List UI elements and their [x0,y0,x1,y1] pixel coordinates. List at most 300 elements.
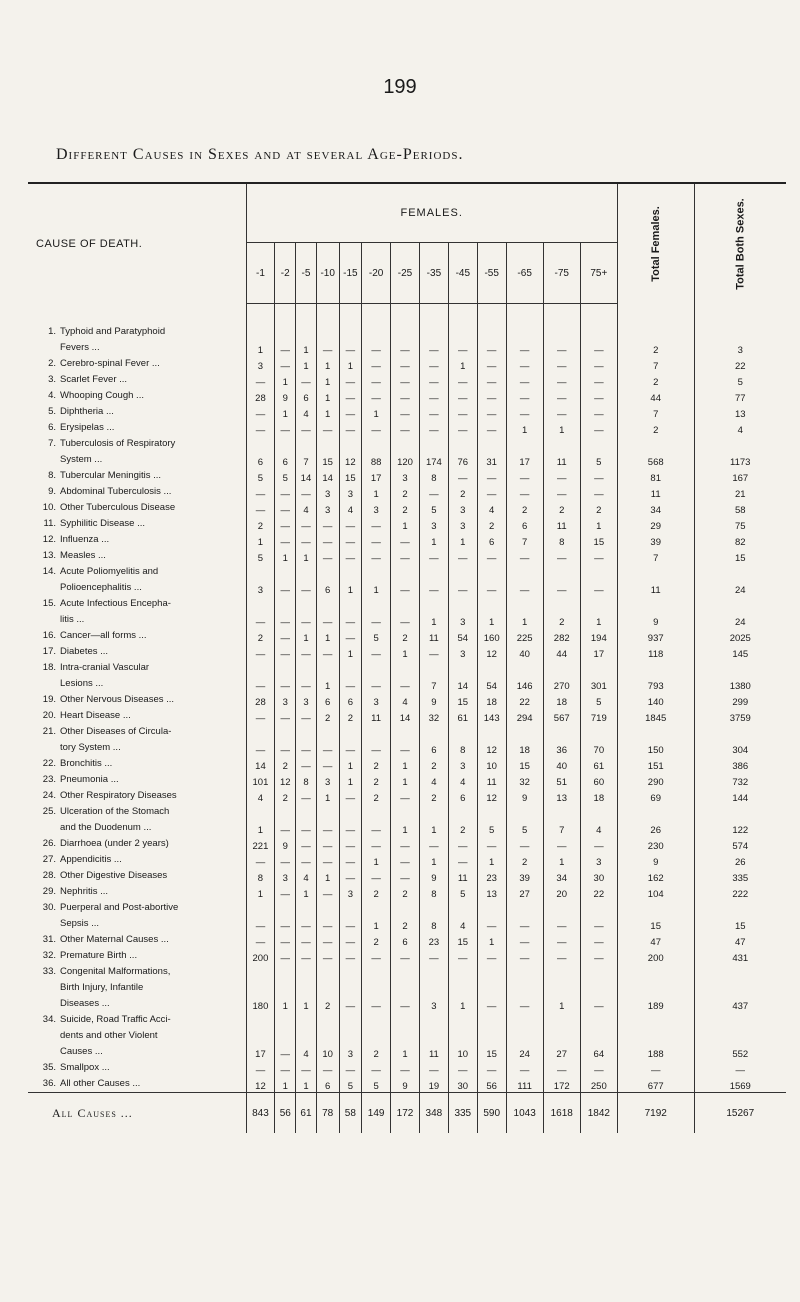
value-cell: — [296,788,317,804]
value-cell: — [419,948,448,964]
total-value-cell: 348 [419,1093,448,1134]
value-cell: — [448,404,477,420]
value-cell: 2 [391,484,420,500]
value-cell: — [448,420,477,436]
table-row [28,852,786,868]
cause-label: dents and other Violent [60,1030,158,1041]
cause-label: Sepsis ... [60,918,100,929]
value-cell: — [339,532,362,548]
value-cell: — [296,932,317,948]
age-header: -65 [506,243,543,304]
value-cell: 13 [543,788,580,804]
value-cell: 76 [448,436,477,468]
table-row [28,964,786,1012]
value-cell: 5 [246,468,275,484]
value-cell: 6 [506,516,543,532]
cause-cell [28,628,246,644]
value-cell: 122 [694,804,786,836]
value-cell: 1 [316,628,339,644]
value-cell: 301 [580,660,617,692]
value-cell: 1 [391,772,420,788]
value-cell: — [506,548,543,564]
cause-label: Whooping Cough ... [60,390,144,401]
value-cell: — [246,660,275,692]
cause-cell [28,724,246,756]
table-row [28,692,786,708]
value-cell: — [296,644,317,660]
value-cell: 36 [543,724,580,756]
value-cell: 61 [580,756,617,772]
value-cell: 9 [617,852,694,868]
value-cell: 7 [617,548,694,564]
value-cell: 82 [694,532,786,548]
value-cell: 12 [246,1076,275,1093]
value-cell: 69 [617,788,694,804]
value-cell: 2 [339,708,362,724]
value-cell: — [506,964,543,1012]
table-row [28,660,786,692]
value-cell: — [316,724,339,756]
value-cell: — [316,596,339,628]
cause-label: Diabetes ... [60,646,109,657]
value-cell: — [362,388,391,404]
cause-cell [28,420,246,436]
age-header: -10 [316,243,339,304]
value-cell: — [275,948,296,964]
table-row [28,804,786,836]
value-cell: 1 [448,532,477,548]
value-cell: 1 [246,532,275,548]
value-cell: 54 [448,628,477,644]
value-cell: 2 [391,628,420,644]
value-cell: 8 [296,772,317,788]
mortality-table [28,182,786,1133]
value-cell: 1 [391,1012,420,1060]
cause-label: Congenital Malformations, [60,966,171,977]
value-cell: 574 [694,836,786,852]
age-header: -15 [339,243,362,304]
cause-label: Birth Injury, Infantile [60,982,144,993]
value-cell: 34 [543,868,580,884]
value-cell: 21 [694,484,786,500]
value-cell: — [543,548,580,564]
value-cell: 2 [419,756,448,772]
value-cell: 9 [275,388,296,404]
cause-of-death-header: CAUSE OF DEATH. [36,237,143,250]
cause-label: Smallpox ... [60,1062,110,1073]
value-cell: — [246,724,275,756]
table-row [28,644,786,660]
value-cell: 2 [362,788,391,804]
cause-number: 32. [42,950,56,961]
cause-number: 18. [42,662,56,673]
cause-cell [28,388,246,404]
cause-number: 5. [48,406,56,417]
value-cell: 1 [339,644,362,660]
value-cell: — [419,1060,448,1076]
value-cell: — [246,596,275,628]
total-value-cell: 590 [477,1093,506,1134]
cause-label: System ... [60,454,103,465]
cause-label: Cancer—all forms ... [60,630,147,641]
value-cell: 2 [617,372,694,388]
cause-number: 31. [42,934,56,945]
cause-label: Other Respiratory Diseases [60,790,177,801]
value-cell: 3 [316,500,339,516]
value-cell: — [419,564,448,596]
value-cell: — [362,660,391,692]
value-cell: — [419,304,448,357]
table-row [28,708,786,724]
table-row [28,756,786,772]
value-cell: 81 [617,468,694,484]
cause-label: Diphtheria ... [60,406,114,417]
value-cell: 58 [694,500,786,516]
value-cell: 75 [694,516,786,532]
total-value-cell: 1618 [543,1093,580,1134]
cause-cell [28,756,246,772]
value-cell: — [448,852,477,868]
value-cell: — [296,836,317,852]
value-cell: 144 [694,788,786,804]
cause-number: 13. [42,550,56,561]
value-cell: 1 [448,964,477,1012]
value-cell: 4 [296,1012,317,1060]
value-cell: 5 [477,804,506,836]
value-cell: — [339,388,362,404]
value-cell: — [275,884,296,900]
value-cell: — [391,964,420,1012]
cause-number: 20. [42,710,56,721]
value-cell: 19 [419,1076,448,1093]
value-cell: — [580,836,617,852]
value-cell: 2 [362,932,391,948]
value-cell: 4 [296,868,317,884]
value-cell: 3 [339,484,362,500]
value-cell: — [296,420,317,436]
value-cell: 1 [362,564,391,596]
value-cell: 11 [617,484,694,500]
value-cell: — [316,804,339,836]
value-cell: 1 [477,932,506,948]
value-cell: 2 [246,628,275,644]
value-cell: 1 [419,804,448,836]
value-cell: — [339,788,362,804]
value-cell: 5 [275,468,296,484]
value-cell: 335 [694,868,786,884]
value-cell: 143 [477,708,506,724]
cause-cell [28,708,246,724]
value-cell: — [275,596,296,628]
value-cell: 1 [543,964,580,1012]
age-header: -25 [391,243,420,304]
value-cell: — [275,516,296,532]
value-cell: 386 [694,756,786,772]
value-cell: 2 [275,756,296,772]
value-cell: — [362,836,391,852]
value-cell: 568 [617,436,694,468]
value-cell: — [339,932,362,948]
table-row [28,932,786,948]
value-cell: 11 [543,436,580,468]
value-cell: 31 [477,436,506,468]
cause-label: All other Causes ... [60,1078,141,1089]
cause-label: Bronchitis ... [60,758,113,769]
table-row [28,420,786,436]
value-cell: — [448,304,477,357]
value-cell: 6 [339,692,362,708]
value-cell: 101 [246,772,275,788]
value-cell: 4 [477,500,506,516]
value-cell: 1 [580,596,617,628]
cause-label: Scarlet Fever ... [60,374,128,385]
value-cell: 3 [448,596,477,628]
value-cell: — [543,564,580,596]
value-cell: 194 [580,628,617,644]
value-cell: — [543,404,580,420]
value-cell: 2 [362,1012,391,1060]
value-cell: 13 [477,884,506,900]
value-cell: — [543,484,580,500]
value-cell: 6 [275,436,296,468]
value-cell: — [362,372,391,388]
value-cell: — [543,388,580,404]
value-cell: 1 [275,404,296,420]
value-cell: — [246,404,275,420]
value-cell: 51 [543,772,580,788]
value-cell: — [316,884,339,900]
value-cell: 111 [506,1076,543,1093]
value-cell: — [339,304,362,357]
value-cell: — [246,500,275,516]
value-cell: — [362,724,391,756]
value-cell: 677 [617,1076,694,1093]
value-cell: — [316,516,339,532]
cause-number: 28. [42,870,56,881]
value-cell: 146 [506,660,543,692]
value-cell: 2 [391,900,420,932]
value-cell: — [419,836,448,852]
value-cell: — [339,836,362,852]
value-cell: 5 [694,372,786,388]
value-cell: 8 [419,900,448,932]
value-cell: — [275,852,296,868]
value-cell: 11 [543,516,580,532]
total-value-cell: 61 [296,1093,317,1134]
value-cell: 77 [694,388,786,404]
value-cell: — [246,708,275,724]
value-cell: 15 [339,468,362,484]
value-cell: 1 [316,660,339,692]
value-cell: 6 [391,932,420,948]
value-cell: 11 [448,868,477,884]
value-cell: — [296,852,317,868]
value-cell: — [339,660,362,692]
value-cell: — [275,1012,296,1060]
value-cell: — [362,356,391,372]
age-header: -2 [275,243,296,304]
value-cell: — [477,548,506,564]
value-cell: 44 [543,644,580,660]
total-value-cell: 78 [316,1093,339,1134]
cause-cell [28,596,246,628]
value-cell: — [419,484,448,500]
cause-number: 26. [42,838,56,849]
value-cell: — [296,532,317,548]
value-cell: 40 [506,644,543,660]
value-cell: 1 [391,804,420,836]
value-cell: 552 [694,1012,786,1060]
value-cell: 1 [339,756,362,772]
value-cell: 20 [543,884,580,900]
value-cell: — [275,628,296,644]
value-cell: 2 [362,884,391,900]
value-cell: — [580,964,617,1012]
value-cell: — [506,564,543,596]
cause-label: Tubercular Meningitis ... [60,470,162,481]
value-cell: — [506,900,543,932]
value-cell: — [246,420,275,436]
table-row [28,868,786,884]
value-cell: — [275,804,296,836]
value-cell: 8 [543,532,580,548]
value-cell: 28 [246,692,275,708]
value-cell: — [246,932,275,948]
cause-label: Causes ... [60,1046,103,1057]
value-cell: 22 [580,884,617,900]
value-cell: 32 [506,772,543,788]
value-cell: 1 [477,852,506,868]
value-cell: 5 [362,1076,391,1093]
value-cell: 188 [617,1012,694,1060]
value-cell: 3 [419,964,448,1012]
value-cell: 6 [316,692,339,708]
value-cell: — [339,404,362,420]
age-header: -45 [448,243,477,304]
cause-cell [28,304,246,357]
value-cell: 120 [391,436,420,468]
value-cell: — [296,1060,317,1076]
cause-cell [28,644,246,660]
value-cell: — [543,836,580,852]
value-cell: — [275,564,296,596]
value-cell: — [339,948,362,964]
cause-cell [28,852,246,868]
total-value-cell: 1043 [506,1093,543,1134]
value-cell: — [391,388,420,404]
value-cell: — [296,804,317,836]
value-cell: 27 [506,884,543,900]
value-cell: 3 [391,468,420,484]
value-cell: — [448,468,477,484]
value-cell: 2 [543,500,580,516]
table-row [28,404,786,420]
value-cell: — [296,484,317,500]
value-cell: 1 [296,964,317,1012]
value-cell: 1 [296,628,317,644]
value-cell: 230 [617,836,694,852]
cause-label: Pneumonia ... [60,774,119,785]
value-cell: — [246,900,275,932]
value-cell: 23 [419,932,448,948]
value-cell: 1 [275,1076,296,1093]
value-cell: 4 [391,692,420,708]
value-cell: 172 [543,1076,580,1093]
value-cell: — [506,388,543,404]
value-cell: 22 [694,356,786,372]
value-cell: — [339,724,362,756]
value-cell: 225 [506,628,543,644]
value-cell: — [296,596,317,628]
value-cell: 1 [275,372,296,388]
value-cell: — [477,356,506,372]
age-header: 75+ [580,243,617,304]
value-cell: — [391,868,420,884]
cause-label: Acute Poliomyelitis and [60,566,159,577]
value-cell: 3 [275,868,296,884]
value-cell: 2 [506,852,543,868]
cause-label: Other Diseases of Circula- [60,726,172,737]
value-cell: 1 [296,304,317,357]
value-cell: — [506,304,543,357]
value-cell: 299 [694,692,786,708]
table-row [28,788,786,804]
value-cell: 3 [694,304,786,357]
cause-label: Other Maternal Causes ... [60,934,169,945]
value-cell: — [506,468,543,484]
value-cell: 2025 [694,628,786,644]
value-cell: 5 [506,804,543,836]
value-cell: — [275,932,296,948]
value-cell: — [275,724,296,756]
cause-cell [28,884,246,900]
value-cell: 44 [617,388,694,404]
table-row [28,596,786,628]
value-cell: 2 [543,596,580,628]
value-cell: 15 [617,900,694,932]
value-cell: 3 [339,1012,362,1060]
value-cell: — [339,900,362,932]
cause-number: 9. [48,486,56,497]
table-row [28,436,786,468]
value-cell: — [316,900,339,932]
value-cell: 200 [617,948,694,964]
value-cell: — [339,1060,362,1076]
value-cell: 437 [694,964,786,1012]
cause-label: Abdominal Tuberculosis ... [60,486,172,497]
table-row [28,628,786,644]
value-cell: 189 [617,964,694,1012]
value-cell: 17 [246,1012,275,1060]
table-row [28,372,786,388]
cause-cell [28,1076,246,1093]
value-cell: 1 [362,484,391,500]
value-cell: 8 [246,868,275,884]
value-cell: 3 [419,516,448,532]
table-row [28,500,786,516]
value-cell: — [362,548,391,564]
value-cell: — [543,948,580,964]
cause-number: 23. [42,774,56,785]
cause-number: 3. [48,374,56,385]
cause-cell [28,964,246,1012]
cause-label: Polioencephalitis ... [60,582,142,593]
value-cell: — [246,484,275,500]
total-value-cell: 15267 [694,1093,786,1134]
value-cell: 2 [391,884,420,900]
value-cell: 40 [543,756,580,772]
cause-label: Influenza ... [60,534,110,545]
